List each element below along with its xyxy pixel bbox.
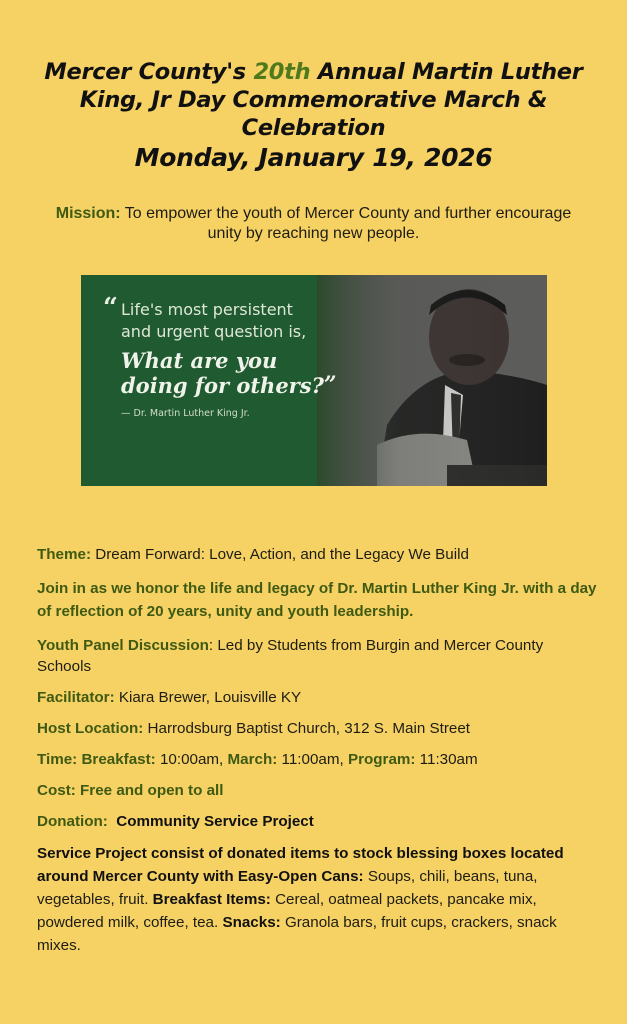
- quote-text: [103, 293, 337, 419]
- mlk-quote-banner: [81, 275, 547, 486]
- quote-attribution: — Dr. Martin Luther King Jr.: [121, 408, 250, 419]
- facilitator-row: Facilitator: Kiara Brewer, Louisville KY: [37, 689, 302, 706]
- mission-text: To empower the youth of Mercer County and further encourage unity by reaching new people.: [120, 205, 572, 242]
- title-line-2: King, Jr Day Commemorative March &: [79, 87, 548, 113]
- service-project-description: Service Project consist of donated items to stock blessing boxes located around Mercer County with Easy-Open Cans: Soups, chili, beans, tuna, vegetables, fruit. Breakfast Items: Cereal, oatmeal packets, pancake mix, powdered milk, coffee, tea. Snacks: Granola bars, fruit cups, crackers, snack mixes.: [37, 845, 564, 954]
- host-location-row: Host Location: Harrodsburg Baptist Church, 312 S. Main Street: [37, 720, 470, 737]
- quote-line-2: and urgent question is,: [121, 322, 307, 341]
- quote-line-1: Life's most persistent: [121, 300, 293, 319]
- title-line-1: Mercer County's 20th Annual Martin Luther: [44, 59, 583, 85]
- event-date: Monday, January 19, 2026: [134, 143, 493, 172]
- theme-row: Theme: Dream Forward: Love, Action, and the Legacy We Build: [37, 546, 469, 563]
- youth-panel-row: Youth Panel Discussion: Led by Students from Burgin and Mercer County Schools: [37, 637, 544, 675]
- mission-label: Mission:: [55, 205, 121, 222]
- title-line-3: Celebration: [241, 115, 386, 141]
- donation-row: Donation: Community Service Project: [37, 813, 314, 830]
- close-quote-icon: ”: [323, 372, 337, 398]
- join-statement: Join in as we honor the life and legacy of Dr. Martin Luther King Jr. with a day of reflection of 20 years, unity and youth leadership.: [37, 580, 597, 620]
- anniversary-accent: 20th: [253, 59, 311, 85]
- mlk-portrait-image: [317, 275, 547, 486]
- open-quote-icon: “: [103, 293, 118, 323]
- quote-script-1: What are you: [121, 348, 278, 373]
- mission-statement: [40, 204, 587, 244]
- event-details: [37, 544, 597, 957]
- event-title: [20, 58, 607, 174]
- cost-row: Cost: Free and open to all: [37, 782, 224, 799]
- quote-script-2: doing for others?”: [121, 372, 337, 398]
- time-row: Time: Breakfast: 10:00am, March: 11:00am, Program: 11:30am: [37, 751, 478, 768]
